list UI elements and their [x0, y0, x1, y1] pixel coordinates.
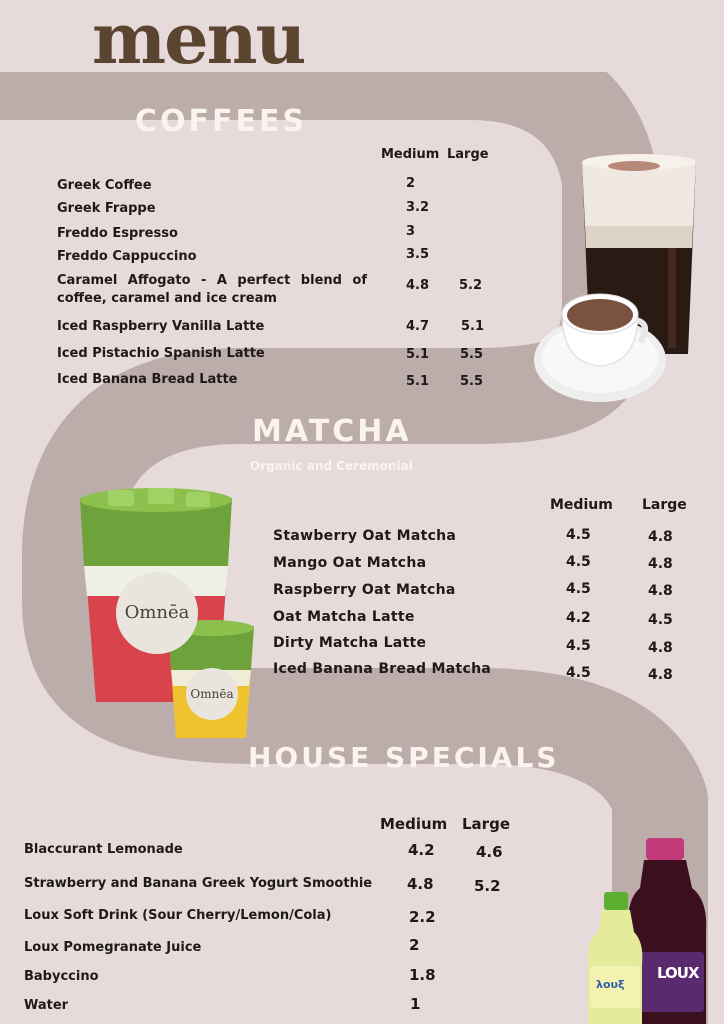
matcha-item-large-price: 4.8 — [648, 556, 673, 572]
loux-bottles-image — [586, 836, 712, 1024]
house-item-medium-price: 1.8 — [409, 966, 436, 984]
cup-brand-label: Omnēa — [116, 572, 198, 654]
house-col-medium: Medium — [380, 815, 448, 833]
matcha-col-large: Large — [642, 497, 687, 513]
coffee-item-medium-price: 4.7 — [406, 319, 430, 334]
matcha-item-name: Raspberry Oat Matcha — [273, 582, 456, 598]
coffee-item-medium-price: 2 — [406, 176, 416, 191]
matcha-item-large-price: 4.8 — [648, 667, 673, 683]
coffee-item-name: Greek Coffee — [57, 178, 152, 193]
matcha-item-large-price: 4.8 — [648, 529, 673, 545]
coffee-item-name: Freddo Cappuccino — [57, 249, 197, 264]
matcha-item-name: Mango Oat Matcha — [273, 555, 427, 571]
coffee-item-large-price: 5.2 — [459, 278, 483, 293]
house-specials-heading: HOUSE SPECIALS — [248, 741, 560, 774]
loux-bottle-label: LOUX — [657, 964, 699, 982]
coffee-item-name: Greek Frappe — [57, 201, 156, 216]
house-item-name: Water — [24, 998, 69, 1013]
coffee-item-large-price: 5.1 — [461, 319, 485, 334]
matcha-item-large-price: 4.8 — [648, 640, 673, 656]
house-item-medium-price: 4.8 — [407, 875, 434, 893]
matcha-cups-image — [78, 486, 260, 746]
coffee-item-medium-price: 3 — [406, 224, 416, 239]
house-item-large-price: 4.6 — [476, 843, 503, 861]
matcha-heading: MATCHA — [252, 414, 412, 449]
house-item-medium-price: 4.2 — [408, 841, 435, 859]
iced-coffee-and-greek-coffee-image — [528, 148, 704, 410]
matcha-item-name: Dirty Matcha Latte — [273, 635, 427, 651]
house-item-medium-price: 1 — [410, 995, 421, 1013]
house-item-name: Blaccurant Lemonade — [24, 842, 183, 857]
house-item-name: Babyccino — [24, 969, 99, 984]
coffee-item-medium-price: 5.1 — [406, 374, 430, 389]
house-item-name: Strawberry and Banana Greek Yogurt Smoothie — [24, 876, 373, 891]
matcha-item-large-price: 4.5 — [648, 612, 673, 628]
matcha-item-medium-price: 4.5 — [566, 665, 591, 681]
menu-title: menu — [92, 0, 305, 80]
coffee-item-large-price: 5.5 — [460, 374, 484, 389]
matcha-subtitle: Organic and Ceremonial — [250, 459, 413, 473]
matcha-item-medium-price: 4.2 — [566, 610, 591, 626]
house-item-large-price: 5.2 — [474, 877, 501, 895]
matcha-item-name: Iced Banana Bread Matcha — [273, 661, 492, 677]
loux-small-bottle-label: λουξ — [596, 978, 625, 991]
coffees-col-medium: Medium — [381, 147, 440, 162]
matcha-item-medium-price: 4.5 — [566, 527, 591, 543]
coffee-item-medium-price: 3.5 — [406, 247, 430, 262]
house-item-name: Loux Pomegranate Juice — [24, 940, 202, 955]
coffee-item-large-price: 5.5 — [460, 347, 484, 362]
coffee-item-medium-price: 5.1 — [406, 347, 430, 362]
matcha-item-name: Oat Matcha Latte — [273, 609, 415, 625]
house-col-large: Large — [462, 815, 510, 833]
coffee-item-name: Iced Pistachio Spanish Latte — [57, 346, 265, 361]
matcha-item-medium-price: 4.5 — [566, 581, 591, 597]
coffee-item-name: Caramel Affogato - A perfect blend of coffee, caramel and ice cream — [57, 273, 367, 306]
cup-brand-label-small: Omnēa — [186, 668, 238, 720]
coffee-item-name: Iced Raspberry Vanilla Latte — [57, 319, 265, 334]
coffee-item-medium-price: 4.8 — [406, 278, 430, 293]
coffee-item-name: Freddo Espresso — [57, 226, 178, 241]
house-item-medium-price: 2.2 — [409, 908, 436, 926]
house-item-name: Loux Soft Drink (Sour Cherry/Lemon/Cola) — [24, 908, 332, 923]
matcha-item-medium-price: 4.5 — [566, 554, 591, 570]
coffees-col-large: Large — [447, 147, 489, 162]
coffee-item-medium-price: 3.2 — [406, 200, 430, 215]
matcha-item-medium-price: 4.5 — [566, 638, 591, 654]
house-item-medium-price: 2 — [409, 936, 420, 954]
matcha-item-name: Stawberry Oat Matcha — [273, 528, 457, 544]
matcha-col-medium: Medium — [550, 497, 613, 513]
coffee-item-name: Iced Banana Bread Latte — [57, 372, 238, 387]
matcha-item-large-price: 4.8 — [648, 583, 673, 599]
coffees-heading: COFFEES — [135, 104, 308, 139]
